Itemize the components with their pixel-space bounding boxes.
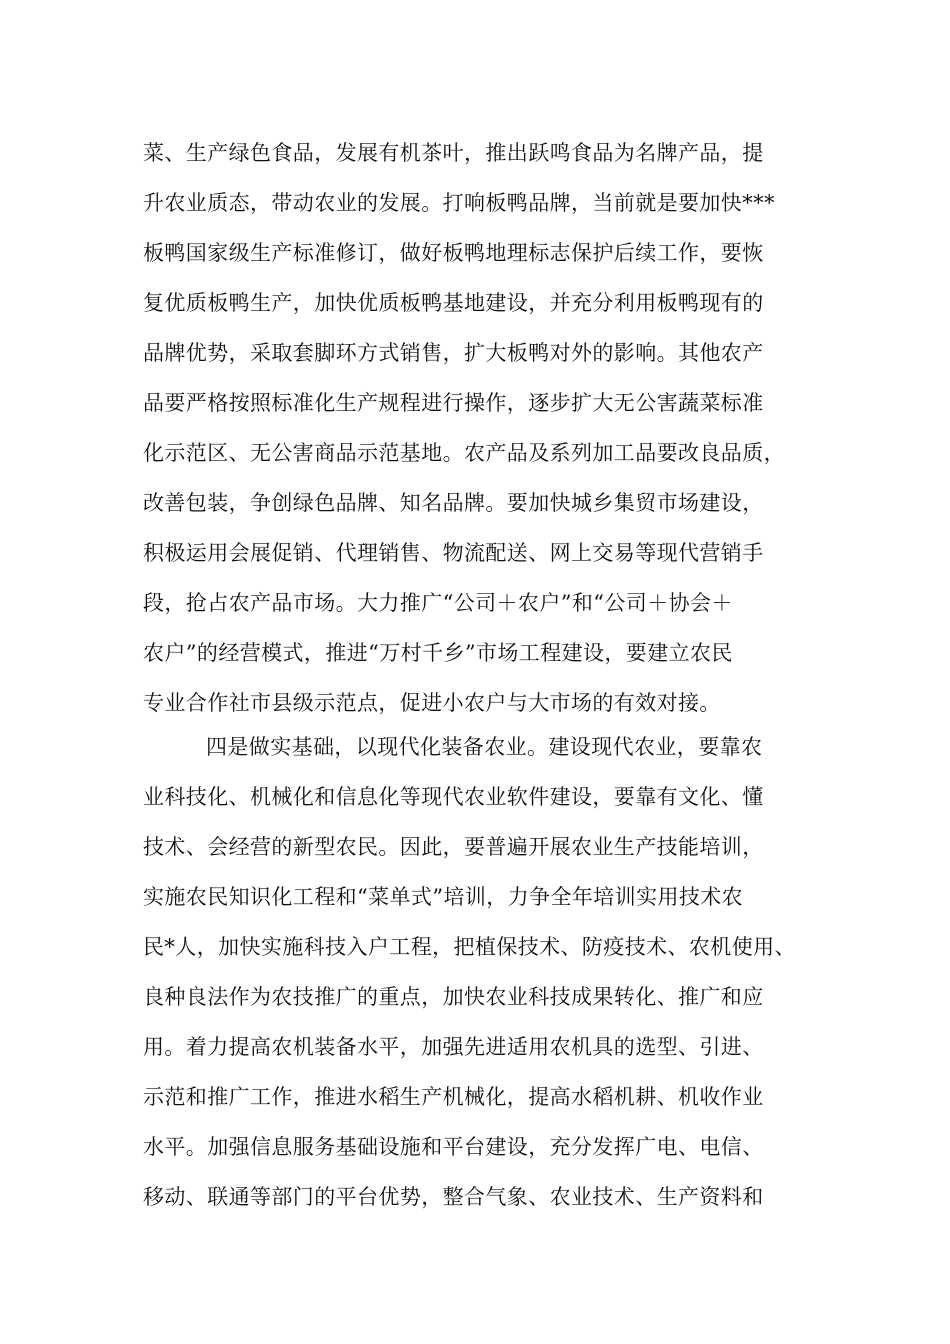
paragraph-line: 段，抢占农产品市场。大力推广“公司＋农户”和“公司＋协会＋ (143, 591, 733, 615)
paragraph-line: 积极运用会展促销、代理销售、物流配送、网上交易等现代营销手 (143, 541, 764, 565)
paragraph-line: 业科技化、机械化和信息化等现代农业软件建设，要靠有文化、懂 (143, 785, 764, 809)
paragraph-line: 移动、联通等部门的平台优势，整合气象、农业技术、生产资料和 (143, 1185, 764, 1209)
paragraph-line: 专业合作社市县级示范点，促进小农户与大市场的有效对接。 (143, 691, 721, 715)
paragraph-line: 品要严格按照标准化生产规程进行操作，逐步扩大无公害蔬菜标准 (143, 391, 764, 415)
paragraph-line: 化示范区、无公害商品示范基地。农产品及系列加工品要改良品质， (143, 441, 785, 465)
paragraph-line: 板鸭国家级生产标准修订，做好板鸭地理标志保护后续工作，要恢 (143, 241, 764, 265)
paragraph-2 (143, 722, 823, 1222)
paragraph-line: 升农业质态，带动农业的发展。打响板鸭品牌，当前就是要加快*** (143, 191, 775, 215)
paragraph-line: 改善包装，争创绿色品牌、知名品牌。要加快城乡集贸市场建设， (143, 491, 764, 515)
paragraph-line: 民*人，加快实施科技入户工程，把植保技术、防疫技术、农机使用、 (143, 935, 796, 959)
paragraph-line: 复优质板鸭生产，加快优质板鸭基地建设，并充分利用板鸭现有的 (143, 291, 764, 315)
paragraph-line: 用。着力提高农机装备水平，加强先进适用农机具的选型、引进、 (143, 1035, 764, 1059)
paragraph-line: 实施农民知识化工程和“菜单式”培训，力争全年培训实用技术农 (143, 885, 744, 909)
paragraph-first-line: 四是做实基础，以现代化装备农业。建设现代农业，要靠农 (206, 735, 763, 759)
paragraph-line: 品牌优势，采取套脚环方式销售，扩大板鸭对外的影响。其他农产 (143, 341, 764, 365)
paragraph-line: 示范和推广工作，推进水稻生产机械化，提高水稻机耕、机收作业 (143, 1085, 764, 1109)
paragraph-line: 菜、生产绿色食品，发展有机茶叶，推出跃鸣食品为名牌产品，提 (143, 141, 764, 165)
paragraph-line: 农户”的经营模式，推进“万村千乡”市场工程建设，要建立农民 (143, 641, 733, 665)
paragraph-line: 技术、会经营的新型农民。因此，要普遍开展农业生产技能培训， (143, 835, 764, 859)
paragraph-1 (143, 128, 823, 728)
paragraph-line: 良种良法作为农技推广的重点，加快农业科技成果转化、推广和应 (143, 985, 764, 1009)
paragraph-line: 水平。加强信息服务基础设施和平台建设，充分发挥广电、电信、 (143, 1135, 764, 1159)
